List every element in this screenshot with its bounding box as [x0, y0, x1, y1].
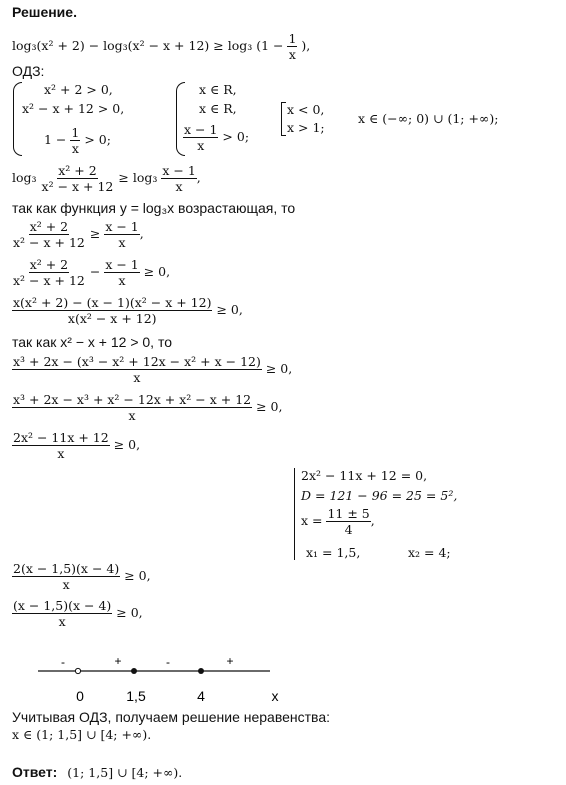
- closed-point-1-5: [131, 668, 137, 674]
- conclusion-text: Учитывая ОДЗ, получаем решение неравенства:: [12, 709, 331, 725]
- system-brace-1: [13, 82, 22, 156]
- sign-interval-2: +: [114, 654, 122, 668]
- equation-step-7: $\frac{\text{2x² − 11x + 12}}{x}$ ≥ 0,: [13, 430, 141, 461]
- equation-step-9: $\frac{(x - 1,5)(x - 4)}{x}$ ≥ 0,: [13, 598, 143, 629]
- closed-point-4: [198, 668, 204, 674]
- open-point-0: [75, 668, 80, 673]
- equation-step-6: $\frac{\text{x³ + 2x − x³ + x² − 12x + x² − x + 12}}{x}$ ≥ 0,: [13, 392, 283, 423]
- equation-step-5: $\frac{\text{x³ + 2x − (x³ − x² + 12x − x² + x − 12)}}{x}$ ≥ 0,: [13, 354, 293, 385]
- roots-formula: x = $\frac{11 \pm 5}{4}$ ,: [301, 506, 375, 537]
- odz-label: ОДЗ:: [12, 63, 45, 79]
- equation-step-8: $\frac{2(x - 1,5)(x - 4)}{x}$ ≥ 0,: [13, 561, 151, 592]
- text-positive: так как x² − x + 12 > 0, то: [12, 334, 172, 350]
- sign-interval-4: +: [226, 654, 234, 668]
- root-1: x₁ = 1,5,: [306, 545, 361, 560]
- sign-interval-3: -: [166, 655, 170, 669]
- equation-step-1: log₃ $\frac{\text{x² + 2}}{\text{x² − x + 12}}$ ≥ log₃ $\frac{x - 1}{x}$ ,: [12, 163, 201, 194]
- tick-label-4: 4: [197, 688, 205, 704]
- number-line: [30, 650, 280, 710]
- tick-label-0: 0: [76, 688, 84, 704]
- union-cond-1: x < 0,: [287, 102, 325, 117]
- odz2-cond-1: x ∈ R,: [199, 82, 237, 97]
- answer-label: Ответ:: [12, 764, 58, 780]
- sign-interval-1: -: [61, 655, 65, 669]
- tick-label-1-5: 1,5: [126, 688, 146, 704]
- odz2-cond-3: $\frac{x - 1}{x}$ > 0;: [184, 122, 250, 153]
- discriminant: D = 121 − 96 = 25 = 5²,: [301, 488, 458, 503]
- answer-line: [12, 764, 182, 782]
- odz2-cond-2: x ∈ R,: [199, 101, 237, 116]
- equation-step-2: $\frac{\text{x² + 2}}{\text{x² − x + 12}}$ ≥ $\frac{x - 1}{x}$ ,: [13, 219, 144, 250]
- side-block-bar: [294, 468, 295, 560]
- equation-step-4: $\frac{\text{x(x² + 2) − (x − 1)(x² − x + 12)}}{\text{x(x² − x + 12)}}$ ≥ 0,: [13, 295, 243, 326]
- heading: Решение.: [12, 4, 77, 20]
- equation-original: log₃(x² + 2) − log₃(x² − x + 12) ≥ log₃ (1 − $\frac{1}{x}$ ),: [12, 31, 311, 62]
- root-2: x₂ = 4;: [408, 545, 451, 560]
- axis-label-x: x: [271, 688, 279, 704]
- union-bracket: [281, 102, 286, 136]
- answer-value: (1; 1,5] ∪ [4; +∞).: [67, 765, 183, 780]
- quadratic-eq: 2x² − 11x + 12 = 0,: [301, 468, 428, 483]
- text-monotonic: так как функция y = log₃x возрастающая, то: [12, 200, 296, 216]
- odz-cond-2: x² − x + 12 > 0,: [22, 101, 125, 116]
- union-cond-2: x > 1;: [287, 120, 325, 135]
- equation-step-3: $\frac{\text{x² + 2}}{\text{x² − x + 12}}$ − $\frac{x - 1}{x}$ ≥ 0,: [13, 257, 171, 288]
- odz-result: x ∈ (−∞; 0) ∪ (1; +∞);: [358, 111, 499, 126]
- solution-set: x ∈ (1; 1,5] ∪ [4; +∞).: [12, 727, 152, 742]
- odz-cond-3: 1 − $\frac{1}{x}$ > 0;: [44, 125, 111, 156]
- odz-cond-1: x² + 2 > 0,: [44, 82, 113, 97]
